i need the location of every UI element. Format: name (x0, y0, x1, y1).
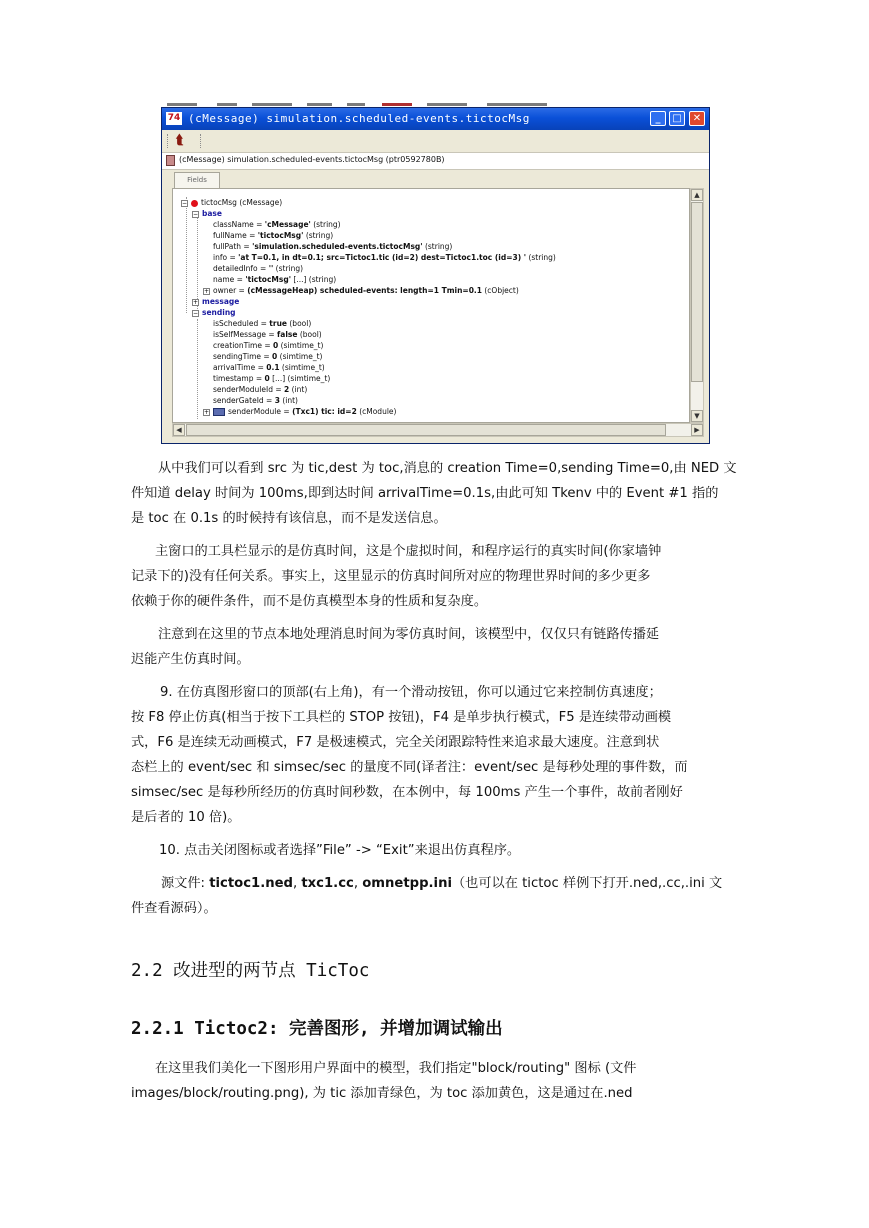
field-type: (string) (273, 264, 304, 273)
tree-row[interactable] (213, 351, 322, 362)
field-value: (Txc1) tic: id=2 (292, 407, 357, 416)
fields-tree-panel (172, 188, 690, 423)
field-type: (simtime_t) (277, 352, 323, 361)
scroll-left-icon[interactable]: ◀ (173, 424, 185, 436)
tree-row[interactable] (192, 307, 236, 318)
source-files-line-2: 件查看源码）。 (131, 901, 217, 916)
field-name: className = (213, 220, 265, 229)
field-value: 'tictocMsg' (245, 275, 292, 284)
paragraph-4-line-6: 是后者的 10 倍)。 (131, 810, 241, 825)
expand-icon[interactable]: + (193, 298, 199, 306)
object-path-bar (162, 153, 709, 170)
field-name: arrivalTime = (213, 363, 267, 372)
object-path: (cMessage) simulation.scheduled-events.tictocMsg (ptr0592780B) (179, 155, 445, 164)
vertical-scrollbar[interactable] (690, 188, 704, 423)
field-type: (cModule) (356, 407, 397, 416)
field-value: '' (268, 264, 274, 273)
field-name: sendingTime = (213, 352, 273, 361)
horizontal-scroll-thumb[interactable] (186, 424, 666, 436)
field-name: creationTime = (213, 341, 274, 350)
tree-row[interactable] (213, 318, 311, 329)
source-file-cc: txc1.cc (301, 876, 354, 891)
field-value: (cMessageHeap) scheduled-events: length=1 Tmin=0.1 (247, 286, 482, 295)
field-name: fullName = (213, 231, 258, 240)
tree-row[interactable] (192, 296, 239, 307)
tree-row[interactable] (213, 384, 307, 395)
field-value: 0 (272, 352, 278, 361)
paragraph-2-line-3: 依赖于你的硬件条件，而不是仿真模型本身的性质和复杂度。 (131, 594, 488, 609)
source-separator: , (292, 876, 302, 891)
section-heading: 2.2 改进型的两节点 TicToc (131, 961, 370, 981)
field-group-label: base (202, 209, 222, 218)
field-name: isScheduled = (213, 319, 270, 328)
field-type: (bool) (287, 319, 312, 328)
paragraph-1-line-1: 从中我们可以看到 src 为 tic,dest 为 toc,消息的 creation Time=0,sending Time=0,由 NED 文 (158, 461, 737, 476)
field-group-label: sending (202, 308, 236, 317)
field-type: (int) (279, 396, 298, 405)
tree-row[interactable] (213, 263, 303, 274)
paragraph-1-line-3: 是 toc 在 0.1s 的时候持有该信息，而不是发送信息。 (131, 511, 447, 526)
field-name: name = (213, 275, 246, 284)
tree-row[interactable] (213, 274, 336, 285)
tab-fields[interactable]: Fields (174, 172, 220, 188)
field-type: (string) (526, 253, 556, 262)
source-file-ned: tictoc1.ned (209, 876, 293, 891)
field-value: 'simulation.scheduled-events.tictocMsg' (252, 242, 423, 251)
field-name: senderGateId = (213, 396, 275, 405)
field-name: detailedInfo = (213, 264, 269, 273)
object-color-icon (166, 155, 175, 166)
paragraph-3-line-1: 注意到在这里的节点本地处理消息时间为零仿真时间，该模型中，仅仅只有链路传播延 (158, 627, 660, 642)
expand-icon[interactable]: + (204, 287, 210, 295)
window-titlebar[interactable] (162, 108, 709, 130)
minimize-button[interactable]: _ (650, 111, 666, 126)
field-name: info = (213, 253, 239, 262)
field-type: (int) (289, 385, 308, 394)
vertical-scroll-thumb[interactable] (691, 202, 703, 382)
field-type: (bool) (297, 330, 322, 339)
expand-icon[interactable]: + (204, 408, 210, 416)
inspector-screenshot (157, 103, 710, 444)
tree-row[interactable] (181, 197, 282, 208)
field-value: 0 (264, 374, 270, 383)
tree-row[interactable] (213, 395, 298, 406)
field-value: 2 (284, 385, 290, 394)
source-files-label: 源文件: (161, 876, 210, 891)
field-type: (string) (303, 231, 334, 240)
paragraph-3-line-2: 迟能产生仿真时间。 (131, 652, 250, 667)
collapse-icon[interactable]: − (182, 199, 188, 207)
tree-row[interactable] (213, 373, 330, 384)
field-value: 'tictocMsg' (257, 231, 304, 240)
paragraph-5: 10. 点击关闭图标或者选择”File” -> “Exit”来退出仿真程序。 (159, 843, 521, 858)
inspector-window (161, 107, 710, 444)
last-paragraph-line-1: 在这里我们美化一下图形用户界面中的模型，我们指定"block/routing" 图标 (文件 (155, 1061, 637, 1076)
maximize-button[interactable]: □ (669, 111, 685, 126)
paragraph-4-line-5: simsec/sec 是每秒所经历的仿真时间秒数，在本例中，每 100ms 产生一个事件，故前者刚好 (131, 785, 683, 800)
field-type: [...] (string) (291, 275, 337, 284)
field-type: (cObject) (482, 286, 519, 295)
message-icon (191, 200, 198, 207)
collapse-icon[interactable]: − (193, 309, 199, 317)
inspector-toolbar (162, 130, 709, 153)
tree-row[interactable] (213, 362, 325, 373)
source-file-ini: omnetpp.ini (362, 876, 452, 891)
paragraph-1-line-2: 件知道 delay 时间为 100ms,即到达时间 arrivalTime=0.1s,由此可知 Tkenv 中的 Event #1 指的 (131, 486, 719, 501)
scroll-down-icon[interactable]: ▼ (691, 410, 703, 422)
paragraph-4-line-4: 态栏上的 event/sec 和 simsec/sec 的量度不同(译者注：event/sec 是每秒处理的事件数，而 (131, 760, 688, 775)
field-value: 3 (274, 396, 280, 405)
field-name: senderModuleId = (213, 385, 285, 394)
tree-row[interactable] (213, 340, 323, 351)
paragraph-2-line-1: 主窗口的工具栏显示的是仿真时间，这是个虚拟时间，和程序运行的真实时间(你家墙钟 (155, 544, 662, 559)
field-value: false (277, 330, 298, 339)
field-value: true (269, 319, 287, 328)
field-type: (string) (310, 220, 341, 229)
paragraph-4-line-1: 9. 在仿真图形窗口的顶部(右上角)，有一个滑动按钮，你可以通过它来控制仿真速度； (160, 685, 662, 700)
tree-row[interactable] (203, 285, 519, 296)
subsection-heading: 2.2.1 Tictoc2: 完善图形, 并增加调试输出 (131, 1019, 503, 1039)
field-type: (simtime_t) (279, 363, 325, 372)
last-paragraph-line-2: images/block/routing.png), 为 tic 添加青绿色，为 toc 添加黄色，这是通过在.ned (131, 1086, 633, 1101)
field-type: (string) (422, 242, 453, 251)
source-files-note: （也可以在 tictoc 样例下打开.ned,.cc,.ini 文 (451, 876, 723, 891)
collapse-icon[interactable]: − (193, 210, 199, 218)
source-separator: , (353, 876, 363, 891)
field-group-label: message (202, 297, 240, 306)
field-name: isSelfMessage = (213, 330, 278, 339)
window-title: (cMessage) simulation.scheduled-events.tictocMsg (188, 112, 530, 125)
field-name: fullPath = (213, 242, 253, 251)
close-button[interactable]: ✕ (689, 111, 705, 126)
tree-row[interactable] (213, 252, 556, 263)
field-type: (simtime_t) (278, 341, 324, 350)
tree-row[interactable] (192, 208, 222, 219)
tree-row[interactable] (203, 406, 396, 417)
horizontal-scrollbar[interactable] (172, 423, 704, 437)
module-icon (213, 408, 225, 416)
field-value: 0 (273, 341, 279, 350)
tree-row[interactable] (213, 329, 322, 340)
field-name: senderModule = (228, 407, 293, 416)
toolbar-grip (167, 134, 170, 148)
field-value: 'at T=0.1, in dt=0.1; src=Tictoc1.tic (id=2) dest=Tictoc1.toc (id=3) ' (238, 253, 527, 262)
paragraph-2-line-2: 记录下的)没有任何关系。事实上，这里显示的仿真时间所对应的物理世界时间的多少更多 (131, 569, 651, 584)
tree-root-label: tictocMsg (cMessage) (201, 198, 283, 207)
go-to-parent-icon[interactable]: ⮬ (176, 133, 184, 148)
tree-row[interactable] (213, 230, 333, 241)
field-type: [...] (simtime_t) (269, 374, 331, 383)
field-name: timestamp = (213, 374, 265, 383)
tree-row[interactable] (213, 241, 452, 252)
scroll-up-icon[interactable]: ▲ (691, 189, 703, 201)
paragraph-4-line-2: 按 F8 停止仿真(相当于按下工具栏的 STOP 按钮)，F4 是单步执行模式，F5 是连续带动画模 (131, 710, 672, 725)
tree-row[interactable] (213, 219, 341, 230)
field-name: owner = (213, 286, 248, 295)
tab-row (162, 170, 709, 188)
toolbar-separator (200, 134, 203, 148)
field-value: 0.1 (266, 363, 280, 372)
scroll-right-icon[interactable]: ▶ (691, 424, 703, 436)
source-files-line (161, 871, 722, 896)
field-value: 'cMessage' (264, 220, 311, 229)
app-logo-icon: 74 (167, 113, 181, 123)
paragraph-4-line-3: 式，F6 是连续无动画模式，F7 是极速模式，完全关闭跟踪特性来追求最大速度。注意到状 (131, 735, 660, 750)
